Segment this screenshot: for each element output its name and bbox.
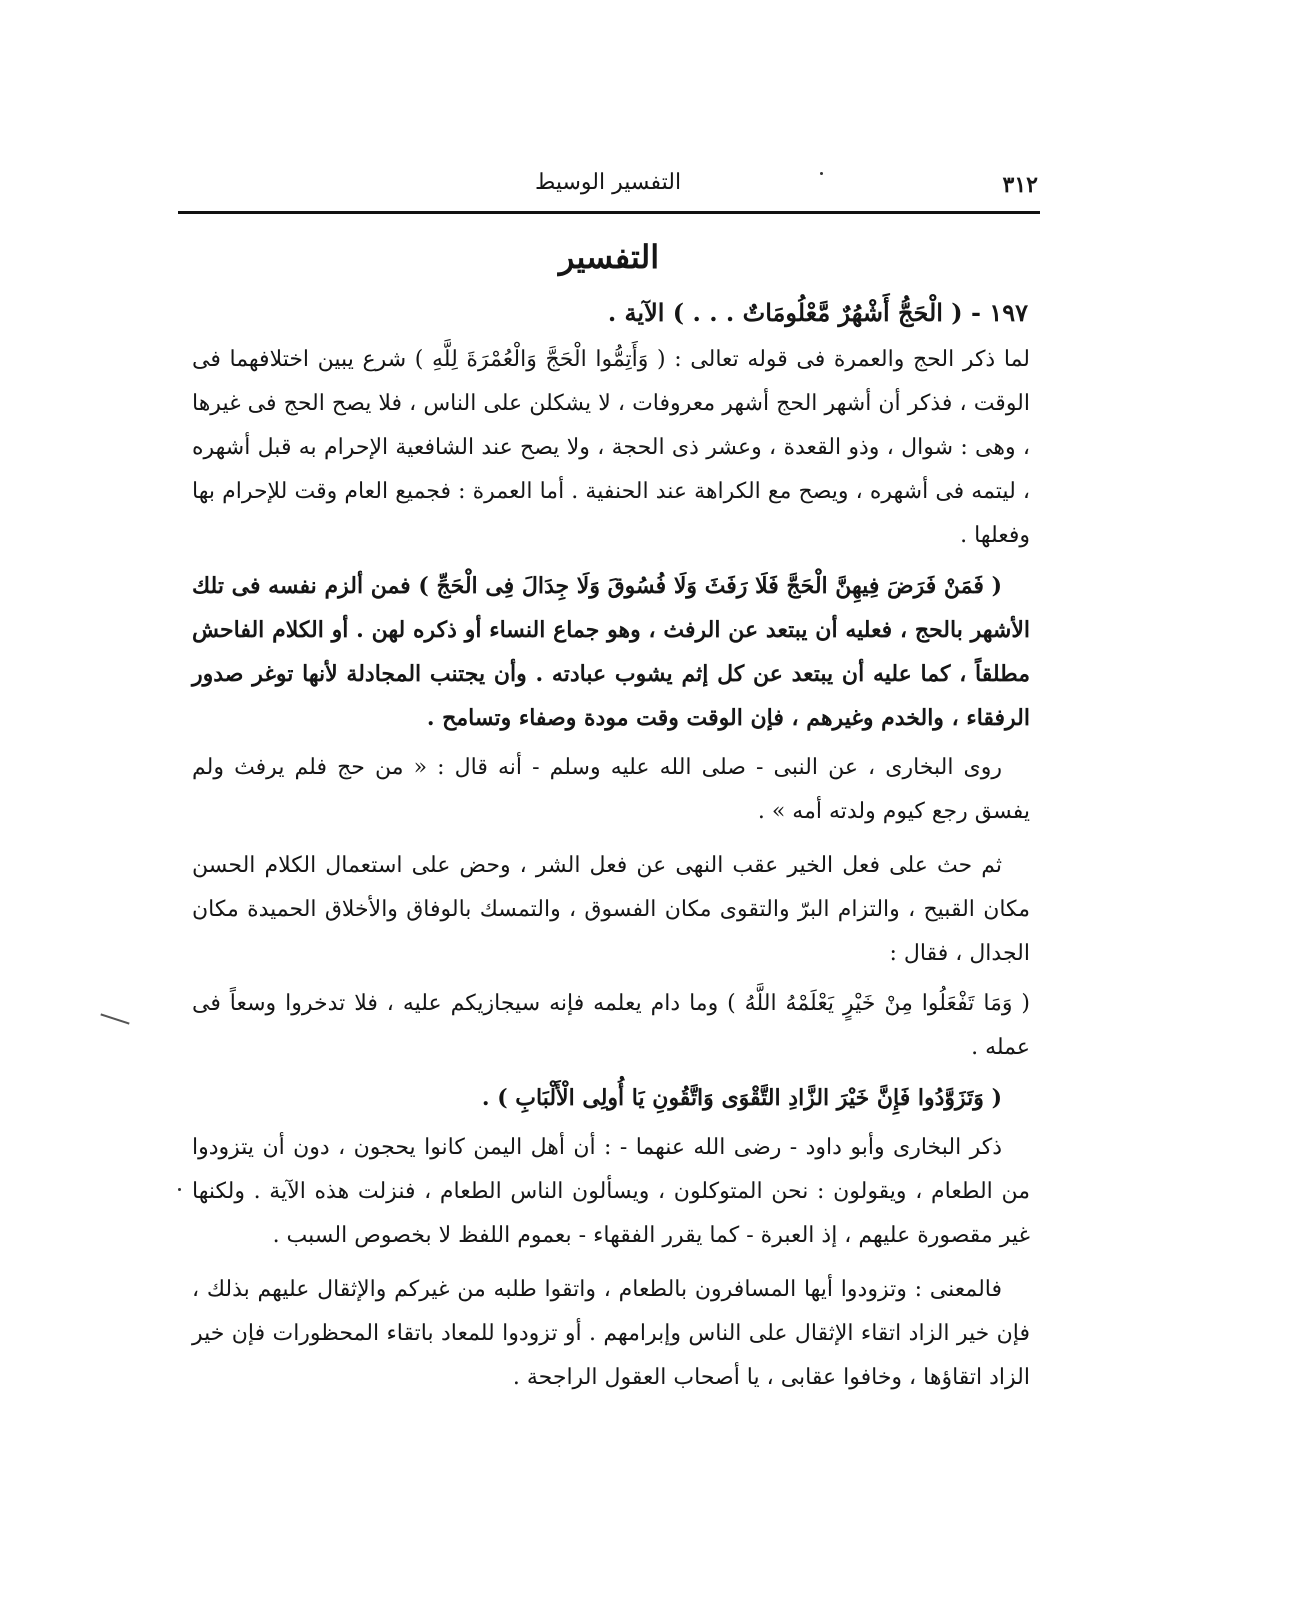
paragraph: ( وَتَزَوَّدُوا فَإِنَّ خَيْرَ الزَّادِ التَّقْوَى وَاتَّقُونِ يَا أُولِى الْأَلْبَابِ ) . [481, 1085, 1002, 1111]
paragraph: فالمعنى : وتزودوا أيها المسافرون بالطعام ، واتقوا طلبه من غيركم والإثقال عليهم بذلك ، فإن خير الزاد اتقاء الإثقال على الناس وإبرامهم . أو تزودوا للمعاد باتقاء المحظورات فإن خير الزاد اتقاؤها ، وخافوا عقابى ، يا أصحاب العقول الراجحة . [192, 1277, 1030, 1390]
section-title: التفسير [558, 238, 660, 276]
paragraph: لما ذكر الحج والعمرة فى قوله تعالى : ( وَأَتِمُّوا الْحَجَّ وَالْعُمْرَةَ لِلَّهِ ) شرع يبين اختلافهما فى الوقت ، فذكر أن أشهر الحج أشهر معروفات ، لا يشكلن على الناس ، فلا يصح الحج فى غيرها ، وهى : شوال ، وذو القعدة ، وعشر ذى الحجة ، ولا يصح عند الشافعية الإحرام به قبل أشهره ، ليتمه فى أشهره ، ويصح مع الكراهة عند الحنفية . أما العمرة : فجميع العام وقت للإحرام بها وفعلها . [192, 347, 1030, 548]
paragraph: ( فَمَنْ فَرَضَ فِيهِنَّ الْحَجَّ فَلَا رَفَثَ وَلَا فُسُوقَ وَلَا جِدَالَ فِى الْحَجِّ ) فمن ألزم نفسه فى تلك الأشهر بالحج ، فعليه أن يبتعد عن الرفث ، وهو جماع النساء أو ذكره لهن . أو الكلام الفاحش مطلقاً ، كما عليه أن يبتعد عن كل إثم يشوب عبادته . وأن يجتنب المجادلة لأنها توغر صدور الرفقاء ، والخدم وغيرهم ، فإن الوقت وقت مودة وصفاء وتسامح . [192, 573, 1030, 731]
paragraph: ( وَمَا تَفْعَلُوا مِنْ خَيْرٍ يَعْلَمْهُ اللَّهُ ) وما دام يعلمه فإنه سيجازيكم عليه ، فلا تدخروا وسعاً فى عمله . [192, 991, 1030, 1060]
verse-reference: ١٩٧ - ( الْحَجُّ أَشْهُرٌ مَّعْلُومَاتٌ . . . ) الآية . [607, 298, 1028, 327]
running-title: التفسير الوسيط [534, 170, 682, 195]
paragraph: ثم حث على فعل الخير عقب النهى عن فعل الشر ، وحض على استعمال الكلام الحسن مكان القبيح ، والتزام البرّ والتقوى مكان الفسوق ، والتمسك بالوفاق والأخلاق الحميدة مكان الجدال ، فقال : [192, 853, 1030, 966]
header-rule [178, 211, 1040, 214]
commentary-body [192, 338, 1030, 1406]
scan-speck [820, 172, 823, 175]
scan-mark [100, 1013, 129, 1024]
paragraph: ذكر البخارى وأبو داود - رضى الله عنهما - : أن أهل اليمن كانوا يحجون ، دون أن يتزودوا من الطعام ، ويقولون : نحن المتوكلون ، ويسألون الناس الطعام ، فنزلت هذه الآية . ولكنها غير مقصورة عليهم ، إذ العبرة - كما يقرر الفقهاء - بعموم اللفظ لا بخصوص السبب . [192, 1135, 1030, 1248]
paragraph: روى البخارى ، عن النبى - صلى الله عليه وسلم - أنه قال : « من حج فلم يرفث ولم يفسق رجع كيوم ولدته أمه » . [192, 755, 1030, 824]
scan-speck [178, 1188, 181, 1191]
page-header [178, 168, 1038, 206]
page-number: ٣١٢ [1002, 172, 1038, 198]
